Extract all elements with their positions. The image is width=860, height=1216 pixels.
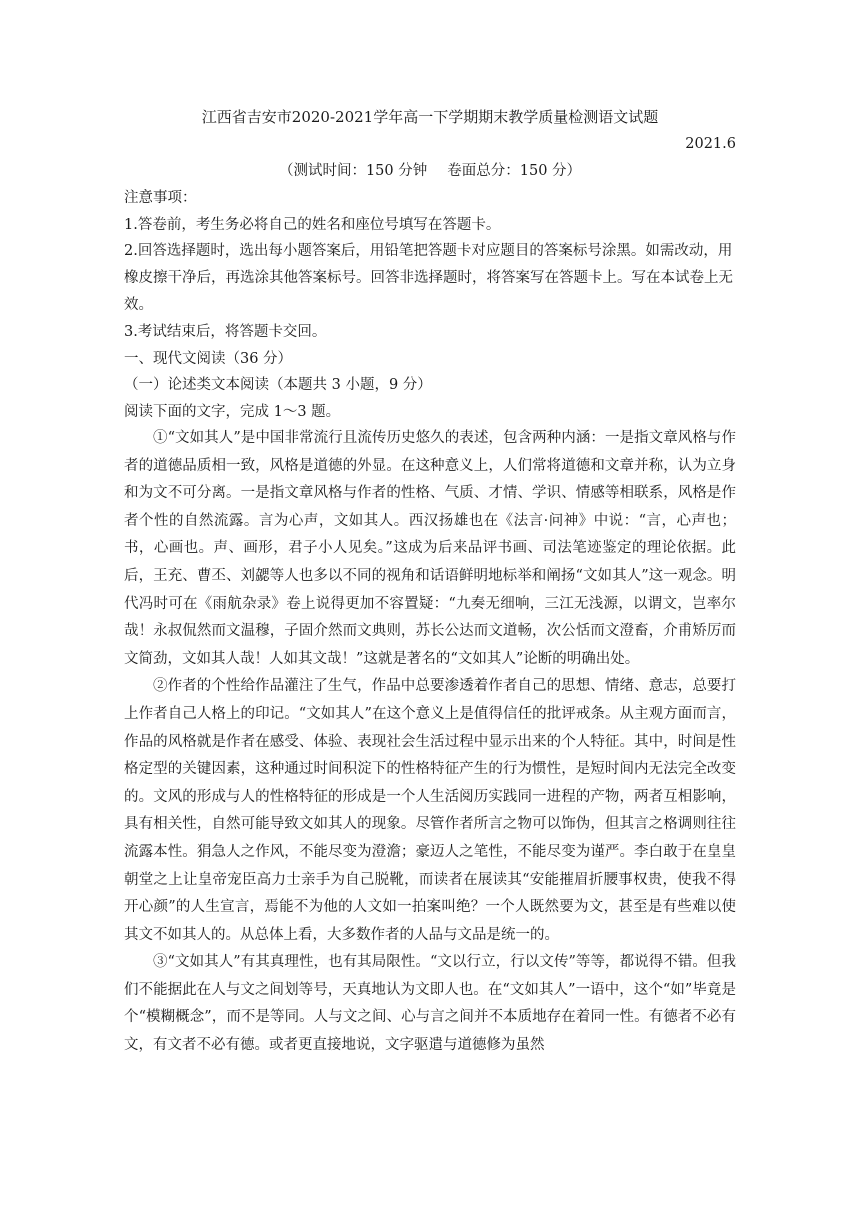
paragraph-1: ①“文如其人”是中国非常流行且流传历史悠久的表述，包含两种内涵：一是指文章风格与作者的道德品质相一致，风格是道德的外显。在这种意义上，人们常将道德和文章并称，认为立身和为文不可分离。一是指文章风格与作者的性格、气质、才情、学识、情感等相联系，风格是作者个性的自然流露。言为心声，文如其人。西汉扬雄也在《法言·问神》中说：“言，心声也；书，心画也。声、画形，君子小人见矣。”这成为后来品评书画、司法笔迹鉴定的理论依据。此后，王充、曹丕、刘勰等人也多以不同的视角和话语鲜明地标举和阐扬“文如其人”这一观念。明代冯时可在《雨航杂录》卷上说得更加不容置疑：“九奏无细响，三江无浅源，以谓文，岂率尔哉！永叔侃然而文温穆，子固介然而文典则，苏长公达而文道畅，次公恬而文澄畜，介甫矫厉而文简劲，文如其人哉！人如其文哉！”这就是著名的“文如其人”论断的明确出处。 <box>124 430 736 667</box>
notice-item-2: 2.回答选择题时，选出每小题答案后，用铅笔把答题卡对应题目的答案标号涂黑。如需改动，用橡皮擦干净后，再选涂其他答案标号。回答非选择题时，将答案写在答题卡上。写在本试卷上无效。 <box>124 243 733 313</box>
notice-item-1: 1.答卷前，考生务必将自己的姓名和座位号填写在答题卡。 <box>124 216 501 233</box>
notice-heading: 注意事项： <box>124 190 197 206</box>
time-info <box>124 158 736 185</box>
subsection-heading: （一）论述类文本阅读（本题共 3 小题，9 分） <box>124 377 432 393</box>
paragraph-3: ③“文如其人”有其真理性，也有其局限性。“文以行立，行以文传”等等，都说得不错。但我们不能据此在人与文之间划等号，天真地认为文即人也。在“文如其人”一语中，这个“如”毕竟是个“模糊概念”，而不是等同。人与文之间、心与言之间并不本质地存在着同一性。有德者不必有文，有文者不必有德。或者更直接地说，文字驱遣与道德修为虽然 <box>124 954 736 1054</box>
document-title: 江西省吉安市2020-2021学年高一下学期期末教学质量检测语文试题 <box>201 108 659 126</box>
total-score: 卷面总分：150 分） <box>447 163 582 179</box>
paragraph-2: ②作者的个性给作品灌注了生气，作品中总要渗透着作者自己的思想、情绪、意志，总要打上作者自己人格上的印记。“文如其人”在这个意义上是值得信任的批评戒条。从主观方面而言，作品的风格就是作者在感受、体验、表现社会生活过程中显示出来的个人特征。其中，时间是性格定型的关键因素，这种通过时间积淀下的性格特征产生的行为惯性，是短时间内无法完全改变的。文风的形成与人的性格特征的形成是一个人生活阅历实践同一进程的产物，两者互相影响，具有相关性，自然可能导致文如其人的现象。尽管作者所言之物可以饰伪，但其言之格调则往往流露本性。狷急人之作风，不能尽变为澄澹；豪迈人之笔性，不能尽变为谨严。李白敢于在皇皇朝堂之上让皇帝宠臣高力士亲手为自己脱靴，而读者在展读其“安能摧眉折腰事权贵，使我不得开心颜”的人生宣言，焉能不为他的人文如一拍案叫绝？一个人既然要为文，甚至是有些难以使其文不如其人的。从总体上看，大多数作者的人品与文品是统一的。 <box>124 678 736 943</box>
document-date: 2021.6 <box>685 136 736 152</box>
reading-instruction: 阅读下面的文字，完成 1～3 题。 <box>124 403 341 420</box>
notice-item-3: 3.考试结束后，将答题卡交回。 <box>124 324 327 340</box>
test-duration: （测试时间：150 分钟 <box>278 163 428 179</box>
section-heading: 一、现代文阅读（36 分） <box>124 350 293 367</box>
